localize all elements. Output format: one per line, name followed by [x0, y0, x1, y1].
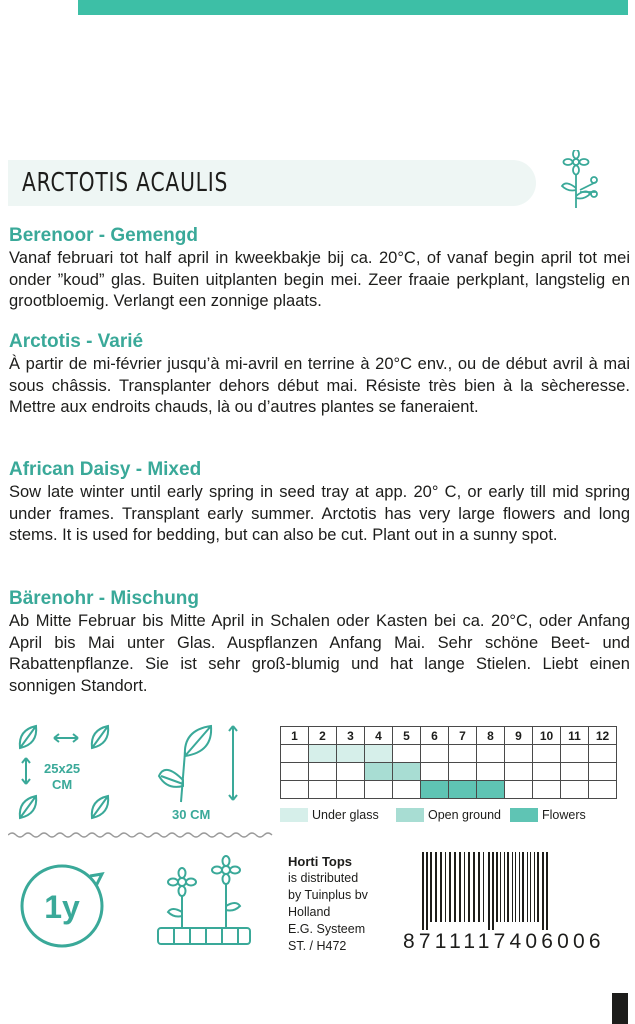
calendar-cell — [309, 745, 337, 763]
calendar-cell — [309, 763, 337, 781]
calendar-month-header: 4 — [365, 727, 393, 745]
calendar-cell — [393, 745, 421, 763]
calendar-cell — [365, 763, 393, 781]
legend-swatch — [510, 808, 538, 822]
print-mark — [612, 993, 628, 1024]
distributor-line: ST. / H472 — [288, 939, 347, 953]
barcode-bar — [530, 852, 531, 922]
barcode-bar — [483, 852, 484, 922]
barcode-bar — [542, 852, 544, 930]
sowing-calendar — [280, 726, 617, 799]
distributor-line: by Tuinplus bv — [288, 888, 368, 902]
barcode-bar — [534, 852, 535, 922]
barcode-bar — [440, 852, 442, 922]
barcode-bar — [519, 852, 520, 922]
lifespan-label: 1y — [44, 889, 80, 925]
section-french — [9, 331, 630, 419]
calendar-row — [281, 781, 617, 799]
barcode-bar — [515, 852, 516, 922]
barcode-bar — [473, 852, 475, 922]
section-german — [9, 588, 630, 697]
barcode-bar — [445, 852, 446, 922]
calendar-month-header: 9 — [505, 727, 533, 745]
calendar-cell — [309, 781, 337, 799]
calendar-cell — [477, 781, 505, 799]
barcode-bar — [478, 852, 480, 922]
barcode-bar — [522, 852, 524, 922]
barcode-bar — [449, 852, 451, 922]
calendar-cell — [281, 745, 309, 763]
flower-icon — [556, 150, 606, 212]
calendar-cell — [589, 763, 617, 781]
calendar-cell — [477, 763, 505, 781]
calendar-cell — [561, 745, 589, 763]
product-title: ARCTOTIS ACAULIS — [22, 168, 229, 198]
plant-height-icon — [155, 722, 245, 807]
calendar-cell — [505, 745, 533, 763]
section-heading: Bärenohr - Mischung — [9, 588, 200, 609]
calendar-cell — [505, 763, 533, 781]
calendar-cell — [393, 763, 421, 781]
calendar-cell — [561, 781, 589, 799]
calendar-month-header: 7 — [449, 727, 477, 745]
calendar-month-header: 2 — [309, 727, 337, 745]
calendar-cell — [281, 781, 309, 799]
calendar-cell — [449, 763, 477, 781]
calendar-cell — [365, 781, 393, 799]
section-heading: African Daisy - Mixed — [9, 459, 202, 480]
barcode — [400, 852, 630, 930]
calendar-cell — [589, 781, 617, 799]
calendar-month-header: 11 — [561, 727, 589, 745]
calendar-cell — [561, 763, 589, 781]
barcode-bar — [430, 852, 432, 922]
barcode-bar — [454, 852, 456, 922]
spacing-label: 25x25 CM — [44, 761, 81, 792]
legend-swatch — [280, 808, 308, 822]
seed-tray-icon — [150, 852, 260, 952]
distributor-info — [288, 853, 368, 955]
barcode-bar — [527, 852, 528, 922]
calendar-month-header: 10 — [533, 727, 561, 745]
calendar-month-header: 3 — [337, 727, 365, 745]
section-english — [9, 459, 630, 547]
barcode-bar — [435, 852, 437, 922]
calendar-cell — [281, 763, 309, 781]
calendar-cell — [337, 781, 365, 799]
barcode-bar — [546, 852, 548, 930]
calendar-cell — [533, 763, 561, 781]
calendar-month-header: 8 — [477, 727, 505, 745]
calendar-row — [281, 763, 617, 781]
barcode-bar — [537, 852, 539, 922]
barcode-number: 8711117406006 — [403, 930, 605, 953]
height-label: 30 CM — [172, 807, 211, 822]
section-text: À partir de mi-février jusqu’à mi-avril en terrine à 20°C env., ou de début avril à mai sous châssis. Transplanter dehors début mai. Résiste très bien à la sècheresse. Mettre aux endroits chauds, là ou d’autres plantes se faneraient. — [9, 355, 630, 417]
barcode-bar — [488, 852, 490, 930]
top-color-bar — [78, 0, 628, 15]
calendar-cell — [421, 745, 449, 763]
section-heading: Berenoor - Gemengd — [9, 225, 198, 246]
brand-name: Horti Tops — [288, 854, 353, 869]
calendar-cell — [337, 745, 365, 763]
calendar-cell — [533, 781, 561, 799]
barcode-bar — [507, 852, 509, 922]
legend-swatch — [396, 808, 424, 822]
section-text: Ab Mitte Februar bis Mitte April in Schalen oder Kasten bei ca. 20°C, oder Anfang April bis Mai unter Glas. Auspflanzen Anfang Mai. Sehr schöne Beet- und Rabattenpflanze. Sie ist sehr groß-blumig und hat lange Stielen. Liebt einen sonnigen Standort. — [9, 612, 630, 695]
distributor-line: Holland — [288, 905, 331, 919]
calendar-cell — [449, 781, 477, 799]
barcode-bar — [496, 852, 498, 922]
wave-divider — [8, 831, 274, 839]
barcode-bar — [500, 852, 501, 922]
calendar-cell — [533, 745, 561, 763]
section-text: Vanaf februari tot half april in kweekbakje bij ca. 20°C, of vanaf begin april tot mei onder ”koud” glas. Buiten uitplanten begin mei. Zeer fraaie perkplant, langstelig en grootbloemig. Verlangt een zonnige plaats. — [9, 249, 630, 311]
section-dutch — [9, 225, 630, 313]
calendar-cell — [365, 745, 393, 763]
calendar-cell — [589, 745, 617, 763]
calendar-month-header: 5 — [393, 727, 421, 745]
calendar-cell — [421, 763, 449, 781]
calendar-cell — [505, 781, 533, 799]
barcode-bar — [468, 852, 470, 922]
section-heading: Arctotis - Varié — [9, 331, 144, 352]
barcode-bar — [459, 852, 461, 922]
calendar-month-header: 12 — [589, 727, 617, 745]
distributor-line: is distributed — [288, 871, 359, 885]
barcode-bar — [464, 852, 465, 922]
calendar-cell — [421, 781, 449, 799]
annual-plant-icon — [14, 858, 110, 954]
distributor-line: E.G. Systeem — [288, 922, 366, 936]
calendar-row — [281, 745, 617, 763]
calendar-cell — [337, 763, 365, 781]
barcode-bar — [492, 852, 494, 930]
calendar-cell — [449, 745, 477, 763]
barcode-bar — [504, 852, 505, 922]
barcode-bar — [426, 852, 428, 930]
calendar-month-header: 1 — [281, 727, 309, 745]
calendar-month-header: 6 — [421, 727, 449, 745]
calendar-cell — [393, 781, 421, 799]
barcode-bar — [422, 852, 424, 930]
calendar-cell — [477, 745, 505, 763]
barcode-bar — [512, 852, 513, 922]
section-text: Sow late winter until early spring in seed tray at app. 20° C, or early till mid spring under frames. Transplant early summer. Arctotis has very large flowers and long stems. It is used for bedding, but can also be cut. Plant out in a sunny spot. — [9, 483, 630, 545]
